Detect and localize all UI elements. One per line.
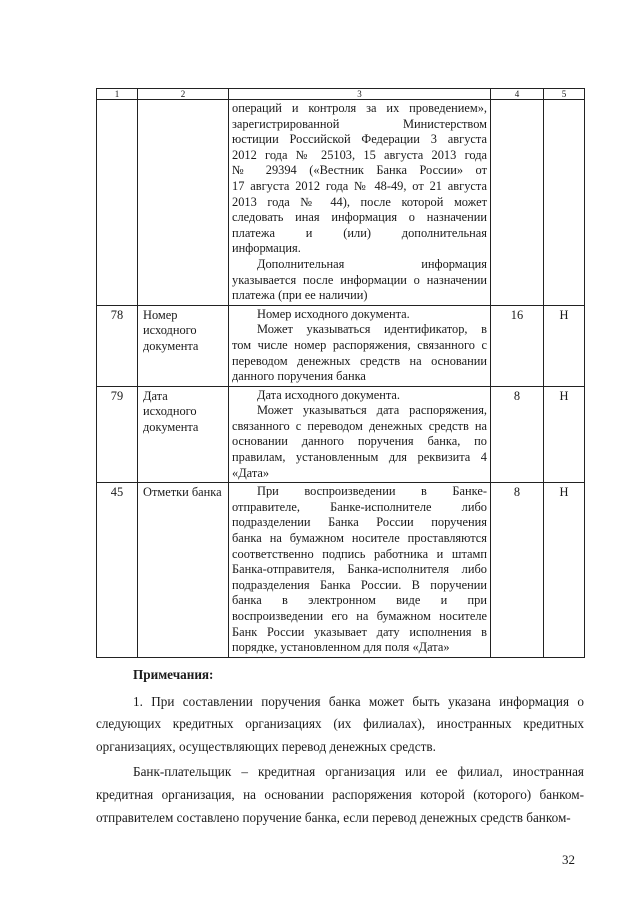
text-line: 2013 года № 44), после которой может bbox=[232, 194, 487, 209]
text-line: Банк России указывает дату исполнения в bbox=[232, 624, 487, 639]
text-line: банка на бумажном носителе проставляются bbox=[232, 531, 487, 546]
row-description-cell bbox=[229, 100, 491, 306]
requisites-table bbox=[96, 88, 585, 658]
text-line: информация. bbox=[232, 241, 301, 256]
header-cell: 5 bbox=[544, 89, 585, 100]
row-flag-cell: Н bbox=[544, 305, 585, 386]
text-line: указывается после информации о назначении bbox=[232, 272, 487, 287]
table-header-row bbox=[97, 89, 585, 100]
row-description-cell bbox=[229, 305, 491, 386]
text-line: № 29394 («Вестник Банка России» от bbox=[232, 163, 487, 178]
text-line: При воспроизведении в Банке- bbox=[257, 484, 487, 499]
text-line: платежа и (или) дополнительная bbox=[232, 225, 487, 240]
row-number-cell bbox=[97, 100, 138, 306]
text-line: Дата исходного документа. bbox=[257, 387, 401, 402]
text-line: том числе номер распоряжения, связанного с bbox=[232, 337, 487, 352]
row-name-cell: Номер исходного документа bbox=[138, 305, 229, 386]
table-row-45 bbox=[97, 483, 585, 658]
text-line: «Дата» bbox=[232, 465, 270, 480]
text-line: подразделении Банка России поручения bbox=[232, 515, 487, 530]
row-flag-cell: Н bbox=[544, 386, 585, 483]
text-line: зарегистрированной Министерством bbox=[232, 116, 487, 131]
row-length-cell: 8 bbox=[491, 386, 544, 483]
text-line: правилам, установленным для реквизита 4 bbox=[232, 450, 487, 465]
row-name-cell bbox=[138, 100, 229, 306]
text-line: банка в электронном виде и при bbox=[232, 593, 487, 608]
notes-title: Примечания: bbox=[133, 667, 214, 682]
text-line: переводом денежных средств на основании bbox=[232, 353, 487, 368]
text-line: связанного с переводом денежных средств на bbox=[232, 418, 487, 433]
row-flag-cell: Н bbox=[544, 483, 585, 658]
text-line: Банка-отправителя, Банка-исполнителя либо bbox=[232, 562, 487, 577]
text-line: подразделения Банка России. В поручении bbox=[232, 577, 487, 592]
notes-paragraph: 1. При составлении поручения банка может быть указана информация о следующих кредитных организациях (их филиалах), иностранных кредитных организациях, осуществляющих перевод денежных средств. bbox=[96, 693, 584, 754]
text-line: основании данного поручения банка, по bbox=[232, 434, 487, 449]
text-line: следовать иная информация о назначении bbox=[232, 210, 487, 225]
notes-section bbox=[96, 664, 584, 832]
page-number: 32 bbox=[562, 852, 575, 867]
text-line: воспроизведении его на бумажном носителе bbox=[232, 609, 487, 623]
row-length-cell bbox=[491, 100, 544, 306]
table-row-78 bbox=[97, 305, 585, 386]
text-line: данного поручения банка bbox=[232, 369, 366, 384]
row-name-cell: Отметки банка bbox=[138, 483, 229, 658]
text-line: Номер исходного документа. bbox=[257, 306, 410, 321]
row-flag-cell bbox=[544, 100, 585, 306]
row-number-cell: 79 bbox=[97, 386, 138, 483]
header-cell: 4 bbox=[491, 89, 544, 100]
header-cell: 2 bbox=[138, 89, 229, 100]
text-line: 17 августа 2012 года № 48-49, от 21 августа bbox=[232, 178, 487, 193]
header-cell: 3 bbox=[229, 89, 491, 100]
table-row-79 bbox=[97, 386, 585, 483]
notes-paragraph: Банк-плательщик – кредитная организация или ее филиал, иностранная кредитная организация, на основании распоряжения которой (которого) банком-отправителем составлено поручение банка, если перевод денежных средств банком- bbox=[96, 764, 584, 825]
row-length-cell: 8 bbox=[491, 483, 544, 658]
table-row-continuation bbox=[97, 100, 585, 306]
text-line: соответственно подпись работника и штамп bbox=[232, 546, 487, 561]
text-line: юстиции Российской Федерации 3 августа bbox=[232, 132, 487, 147]
text-line: отправителе, Банке-исполнителе либо bbox=[232, 499, 487, 514]
row-number-cell: 78 bbox=[97, 305, 138, 386]
text-line: Дополнительная информация bbox=[257, 256, 487, 271]
row-length-cell: 16 bbox=[491, 305, 544, 386]
text-line: платежа (при ее наличии) bbox=[232, 288, 368, 303]
row-name-cell: Дата исходного документа bbox=[138, 386, 229, 483]
row-number-cell: 45 bbox=[97, 483, 138, 658]
header-cell: 1 bbox=[97, 89, 138, 100]
text-line: 2012 года № 25103, 15 августа 2013 года bbox=[232, 147, 487, 162]
text-line: Может указываться идентификатор, в bbox=[257, 322, 487, 337]
row-description-cell bbox=[229, 483, 491, 658]
row-description-cell bbox=[229, 386, 491, 483]
text-line: операций и контроля за их проведением», bbox=[232, 101, 487, 115]
text-line: порядке, установленном для поля «Дата» bbox=[232, 640, 450, 655]
text-line: Может указываться дата распоряжения, bbox=[257, 403, 487, 418]
